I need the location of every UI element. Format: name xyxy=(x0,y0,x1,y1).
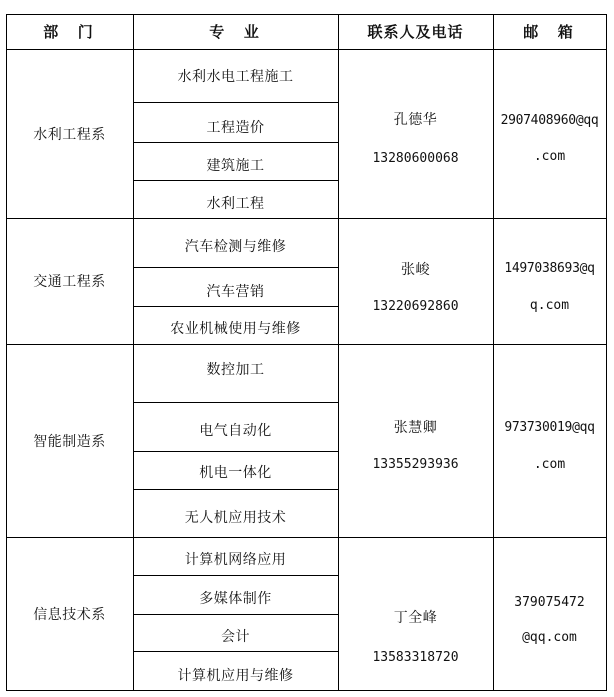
contact-name: 张峻 xyxy=(401,262,430,278)
major-item: 数控加工 xyxy=(206,362,265,378)
major-item: 多媒体制作 xyxy=(199,590,272,607)
email-line: @qq.com xyxy=(522,629,577,645)
email-line: q.com xyxy=(529,297,570,313)
major-item: 会计 xyxy=(221,628,250,645)
dept-name: 信息技术系 xyxy=(33,606,106,623)
header-contact: 联系人及电话 xyxy=(367,23,464,41)
email-line: 1497038693@q xyxy=(504,260,595,276)
major-item: 机电一体化 xyxy=(199,465,272,481)
email-line: 973730019@qq xyxy=(504,419,595,435)
major-item: 电气自动化 xyxy=(199,422,272,439)
table-border-bottom xyxy=(6,690,607,691)
major-item: 计算机网络应用 xyxy=(184,552,287,568)
major-item: 汽车检测与维修 xyxy=(184,238,287,255)
header-dept: 部 门 xyxy=(43,23,96,41)
major-item: 无人机应用技术 xyxy=(184,510,287,526)
contact-name: 张慧卿 xyxy=(393,420,438,436)
email-line: 2907408960@qq xyxy=(500,112,599,128)
contact-phone: 13280600068 xyxy=(372,150,459,166)
major-item: 建筑施工 xyxy=(206,158,265,174)
contact-phone: 13220692860 xyxy=(372,298,459,314)
dept-name: 水利工程系 xyxy=(33,126,106,143)
major-item: 水利水电工程施工 xyxy=(177,68,294,85)
major-item: 计算机应用与维修 xyxy=(177,667,294,684)
email-line: .com xyxy=(533,148,566,164)
contact-phone: 13355293936 xyxy=(372,456,459,472)
contact-name: 孔德华 xyxy=(393,112,438,128)
dept-name: 交通工程系 xyxy=(33,274,106,290)
header-major: 专 业 xyxy=(209,23,262,41)
major-item: 农业机械使用与维修 xyxy=(170,321,301,337)
email-line: 379075472 xyxy=(514,594,585,610)
header-email: 邮 箱 xyxy=(523,23,576,41)
contact-phone: 13583318720 xyxy=(372,649,459,665)
email-line: .com xyxy=(533,456,566,472)
major-item: 汽车营销 xyxy=(206,283,265,300)
major-item: 工程造价 xyxy=(206,120,265,136)
table-border-right xyxy=(606,14,607,691)
dept-name: 智能制造系 xyxy=(33,433,106,450)
major-item: 水利工程 xyxy=(206,196,265,212)
contact-name: 丁全峰 xyxy=(393,610,438,626)
